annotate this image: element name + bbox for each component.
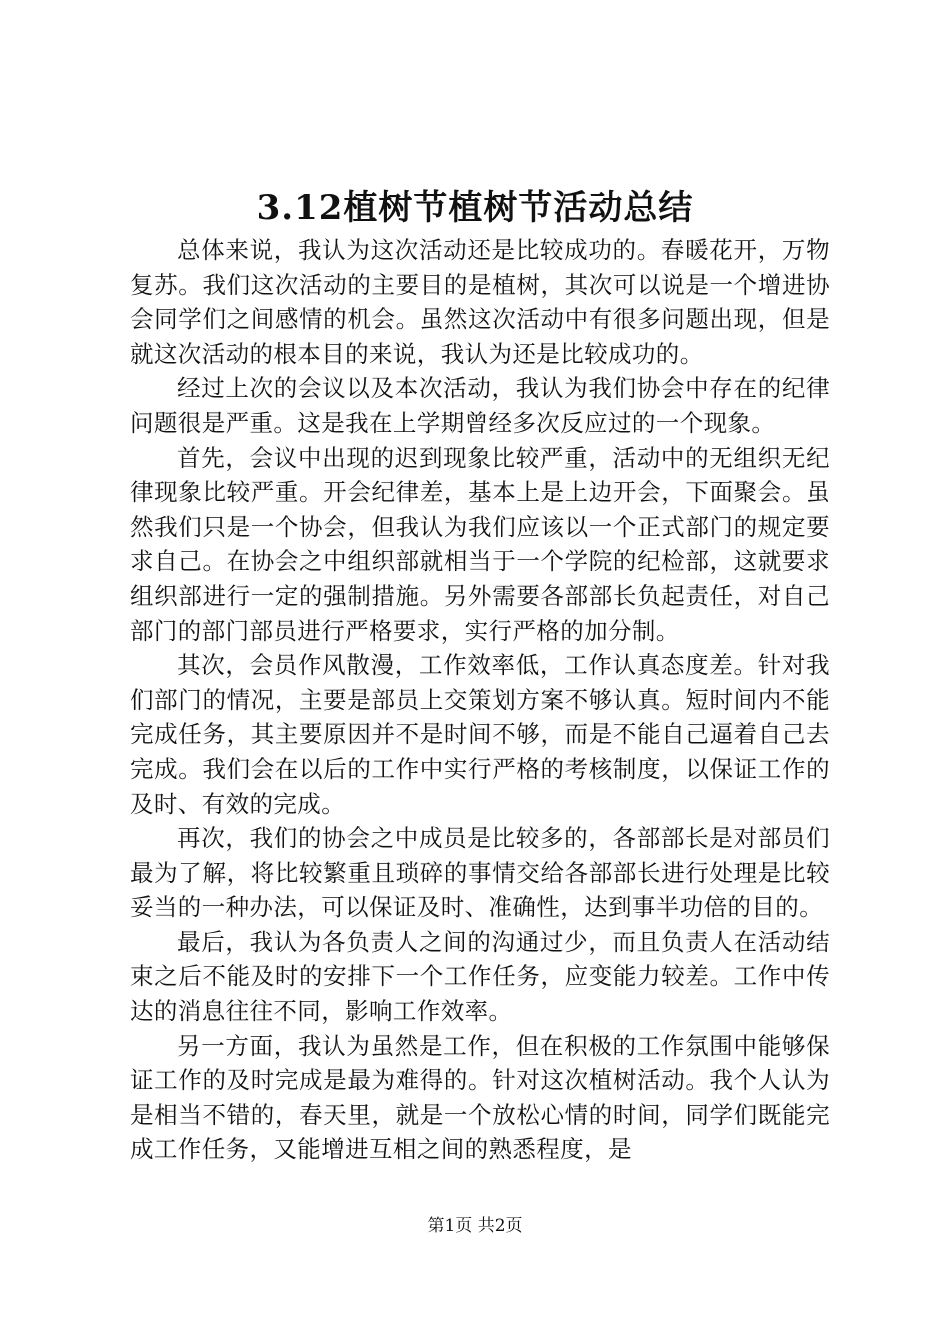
paragraph-1: 总体来说，我认为这次活动还是比较成功的。春暖花开，万物复苏。我们这次活动的主要目的是植树，其次可以说是一个增进协会同学们之间感情的机会。虽然这次活动中有很多问题出现，但是就这次活动的根本目的来说，我认为还是比较成功的。 (130, 236, 830, 368)
document-body (130, 233, 830, 1167)
document-title: 3.12植树节植树节活动总结 (256, 188, 694, 228)
paragraph-4: 其次，会员作风散漫，工作效率低，工作认真态度差。针对我们部门的情况，主要是部员上交策划方案不够认真。短时间内不能完成任务，其主要原因并不是时间不够，而是不能自己逼着自己去完成。我们会在以后的工作中实行严格的考核制度，以保证工作的及时、有效的完成。 (130, 651, 830, 818)
page-footer: 第1页 共2页 (427, 1216, 523, 1236)
paragraph-2: 经过上次的会议以及本次活动，我认为我们协会中存在的纪律问题很是严重。这是我在上学期曾经多次反应过的一个现象。 (130, 374, 830, 437)
paragraph-5: 再次，我们的协会之中成员是比较多的，各部部长是对部员们最为了解，将比较繁重且琐碎的事情交给各部部长进行处理是比较妥当的一种办法，可以保证及时、准确性，达到事半功倍的目的。 (130, 824, 830, 922)
paragraph-7: 另一方面，我认为虽然是工作，但在积极的工作氛围中能够保证工作的及时完成是最为难得的。针对这次植树活动。我个人认为是相当不错的，春天里，就是一个放松心情的时间，同学们既能完成工作任务，又能增进互相之间的熟悉程度，是 (130, 1031, 830, 1164)
paragraph-6: 最后，我认为各负责人之间的沟通过少，而且负责人在活动结束之后不能及时的安排下一个工作任务，应变能力较差。工作中传达的消息往往不同，影响工作效率。 (130, 927, 830, 1026)
paragraph-3: 首先，会议中出现的迟到现象比较严重，活动中的无组织无纪律现象比较严重。开会纪律差，基本上是上边开会，下面聚会。虽然我们只是一个协会，但我认为我们应该以一个正式部门的规定要求自己。在协会之中组织部就相当于一个学院的纪检部，这就要求组织部进行一定的强制措施。另外需要各部部长负起责任，对自己部门的部门部员进行严格要求，实行严格的加分制。 (130, 443, 830, 645)
